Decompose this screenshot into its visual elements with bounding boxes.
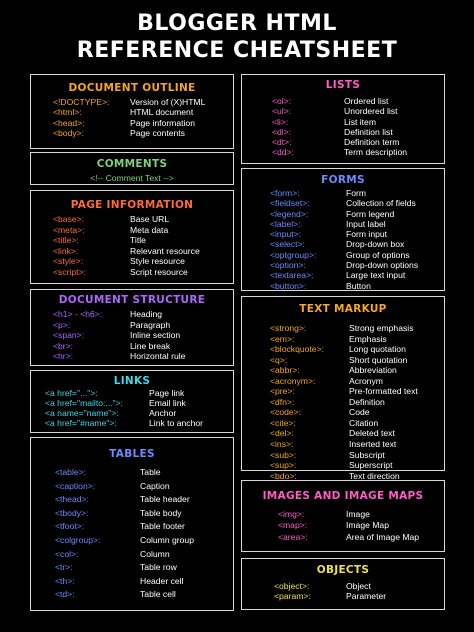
html-tag: <option>:: [270, 260, 306, 271]
html-tag: <map>:: [278, 520, 308, 531]
tag-description: Paragraph: [130, 319, 171, 330]
html-tag: <pre>:: [270, 386, 295, 397]
tag-description: Inserted text: [349, 439, 397, 450]
html-tag: <label>:: [270, 218, 301, 229]
tag-description: Collection of fields: [346, 198, 416, 209]
html-tag: <!DOCTYPE>:: [53, 97, 110, 107]
html-tag: <tbody>:: [55, 507, 89, 518]
tag-description: Version of (X)HTML: [130, 97, 206, 107]
tag-description: Header cell: [140, 575, 184, 586]
html-tag: <h1> - <h6>:: [53, 309, 103, 319]
html-tag: <html>:: [53, 107, 82, 118]
html-tag: <textarea>:: [270, 270, 314, 281]
tag-description: Object: [346, 581, 371, 591]
section-text-markup: [241, 296, 445, 481]
section-title: OBJECTS: [316, 564, 370, 576]
section-forms: [241, 168, 445, 291]
tag-description: Unordered list: [344, 106, 398, 117]
html-tag: <button>:: [270, 280, 307, 291]
html-tag: <title>:: [53, 235, 79, 245]
comment-syntax: <!-- Comment Text -->: [90, 173, 174, 183]
section-lists: [241, 74, 445, 164]
tag-description: Link to anchor: [149, 418, 203, 428]
section-title: LISTS: [325, 79, 361, 91]
html-tag: <ol>:: [272, 96, 292, 106]
html-tag: <link>:: [53, 245, 79, 256]
html-tag: <body>:: [53, 128, 85, 139]
section-title: DOCUMENT OUTLINE: [68, 82, 196, 94]
tag-description: Ordered list: [344, 96, 389, 106]
section-title: COMMENTS: [96, 158, 168, 170]
tag-description: Form legend: [346, 208, 395, 219]
section-comments: [30, 152, 234, 185]
html-tag: <td>:: [55, 589, 75, 600]
tag-description: Caption: [140, 480, 170, 491]
tag-description: Email link: [149, 398, 186, 408]
tag-description: Pre-formatted text: [349, 386, 418, 397]
title-line-2: REFERENCE CHEATSHEET: [76, 38, 398, 63]
html-tag: <fieldset>:: [270, 198, 310, 209]
section-document-outline: [30, 74, 234, 149]
tag-description: Drop-down options: [346, 260, 419, 271]
tag-description: Term description: [344, 147, 408, 158]
tag-description: Column: [140, 548, 170, 559]
html-tag: <a href="#name">:: [45, 418, 117, 428]
section-tables: [30, 437, 234, 611]
tag-description: Code: [349, 407, 370, 418]
html-tag: <object>:: [274, 581, 310, 591]
tag-description: Definition list: [344, 126, 393, 137]
tag-description: Form: [346, 188, 367, 198]
html-tag: <hr>:: [53, 351, 74, 361]
html-tag: <q>:: [270, 354, 288, 365]
html-tag: <input>:: [270, 229, 302, 240]
tag-description: Line break: [130, 340, 171, 351]
tag-description: Table cell: [140, 589, 176, 600]
tag-description: Form input: [346, 229, 388, 240]
html-tag: <col>:: [55, 548, 79, 559]
tag-description: Table: [140, 467, 161, 477]
tag-description: Definition: [349, 396, 385, 407]
html-tag: <caption>:: [55, 480, 96, 491]
html-tag: <span>:: [53, 330, 85, 340]
html-tag: <em>:: [270, 333, 295, 344]
html-tag: <select>:: [270, 239, 305, 250]
tag-description: Parameter: [346, 591, 387, 601]
tag-description: Input label: [346, 218, 386, 229]
html-tag: <ins>:: [270, 439, 294, 450]
tag-description: Long quotation: [349, 344, 406, 355]
tag-description: Definition term: [344, 137, 400, 148]
html-tag: <acronym>:: [270, 375, 316, 386]
html-tag: <colgroup>:: [55, 534, 101, 545]
html-tag: <area>:: [278, 531, 308, 542]
section-images-and-image-maps: [241, 480, 445, 552]
tag-description: Base URL: [130, 214, 170, 224]
section-title: TEXT MARKUP: [299, 303, 387, 315]
section-title: LINKS: [113, 375, 151, 387]
html-tag: <thead>:: [55, 494, 89, 505]
html-tag: <script>:: [53, 266, 86, 277]
title-line-1: BLOGGER HTML: [137, 11, 337, 36]
html-tag: <param>:: [274, 591, 311, 601]
tag-description: Table body: [140, 507, 182, 518]
tag-description: Table footer: [140, 521, 185, 532]
tag-description: Anchor: [149, 408, 177, 418]
section-page-information: [30, 190, 234, 284]
tag-description: HTML document: [130, 107, 194, 118]
tag-description: Area of Image Map: [346, 531, 420, 542]
tag-description: List item: [344, 116, 376, 127]
html-tag: <tr>:: [55, 562, 73, 573]
html-tag: <meta>:: [53, 224, 85, 235]
tag-description: Emphasis: [349, 333, 387, 344]
section-title: IMAGES AND IMAGE MAPS: [262, 490, 424, 502]
html-tag: <dt>:: [272, 137, 292, 148]
section-title: PAGE INFORMATION: [70, 199, 194, 211]
tag-description: Meta data: [130, 224, 169, 235]
html-tag: <p>:: [53, 319, 71, 330]
html-tag: <br>:: [53, 340, 74, 351]
html-tag: <sub>:: [270, 449, 297, 460]
tag-description: Acronym: [349, 375, 383, 386]
html-tag: <base>:: [53, 214, 85, 224]
html-tag: <legend>:: [270, 208, 309, 219]
html-tag: <strong>:: [270, 323, 307, 333]
section-title: DOCUMENT STRUCTURE: [58, 294, 206, 306]
html-tag: <dfn>:: [270, 396, 295, 407]
html-tag: <a href="mailto:...">:: [45, 398, 123, 408]
html-tag: <head>:: [53, 117, 85, 128]
tag-description: Style resource: [130, 256, 185, 266]
tag-description: Title: [130, 235, 146, 245]
html-tag: <del>:: [270, 428, 294, 439]
tag-description: Abbreviation: [349, 365, 397, 376]
section-title: TABLES: [109, 448, 155, 460]
tag-description: Button: [346, 280, 371, 291]
html-tag: <form>:: [270, 188, 300, 198]
tag-description: Strong emphasis: [349, 323, 414, 333]
html-tag: <a href="...">:: [45, 388, 98, 398]
section-document-structure: [30, 289, 234, 366]
tag-description: Deleted text: [349, 428, 395, 439]
html-tag: <tfoot>:: [55, 521, 85, 532]
section-objects: [241, 558, 445, 610]
html-tag: <cite>:: [270, 417, 296, 428]
html-tag: <optgroup>:: [270, 249, 317, 260]
html-tag: <sup>:: [270, 460, 297, 471]
tag-description: Citation: [349, 417, 379, 428]
tag-description: Table header: [140, 494, 190, 505]
html-tag: <bdo>:: [270, 470, 297, 481]
html-tag: <code>:: [270, 407, 302, 418]
html-tag: <dd>:: [272, 147, 294, 158]
tag-description: Superscript: [349, 460, 393, 471]
tag-description: Heading: [130, 309, 163, 319]
tag-description: Short quotation: [349, 354, 408, 365]
html-tag: <dl>:: [272, 126, 292, 137]
html-tag: <a name="name">:: [45, 408, 119, 418]
tag-description: Page link: [149, 388, 185, 398]
tag-description: Text direction: [349, 470, 400, 481]
html-tag: <li>:: [272, 116, 289, 127]
tag-description: Image: [346, 509, 370, 519]
tag-description: Drop-down box: [346, 239, 405, 250]
html-tag: <img>:: [278, 509, 305, 519]
tag-description: Large text input: [346, 270, 406, 281]
tag-description: Subscript: [349, 449, 385, 460]
tag-description: Table row: [140, 562, 177, 573]
tag-description: Column group: [140, 534, 194, 545]
section-links: [30, 370, 234, 433]
html-tag: <style>:: [53, 256, 84, 266]
tag-description: Script resource: [130, 266, 188, 277]
html-tag: <blockquote>:: [270, 344, 324, 355]
html-tag: <ul>:: [272, 106, 292, 117]
tag-description: Relevant resource: [130, 245, 200, 256]
tag-description: Image Map: [346, 520, 389, 531]
html-tag: <th>:: [55, 575, 75, 586]
page-title: [0, 10, 474, 64]
tag-description: Horizontal rule: [130, 351, 186, 361]
tag-description: Inline section: [130, 330, 181, 340]
tag-description: Page information: [130, 117, 195, 128]
html-tag: <table>:: [55, 467, 87, 477]
tag-description: Page contents: [130, 128, 185, 139]
section-title: FORMS: [321, 174, 365, 186]
tag-description: Group of options: [346, 249, 410, 260]
html-tag: <abbr>:: [270, 365, 300, 376]
